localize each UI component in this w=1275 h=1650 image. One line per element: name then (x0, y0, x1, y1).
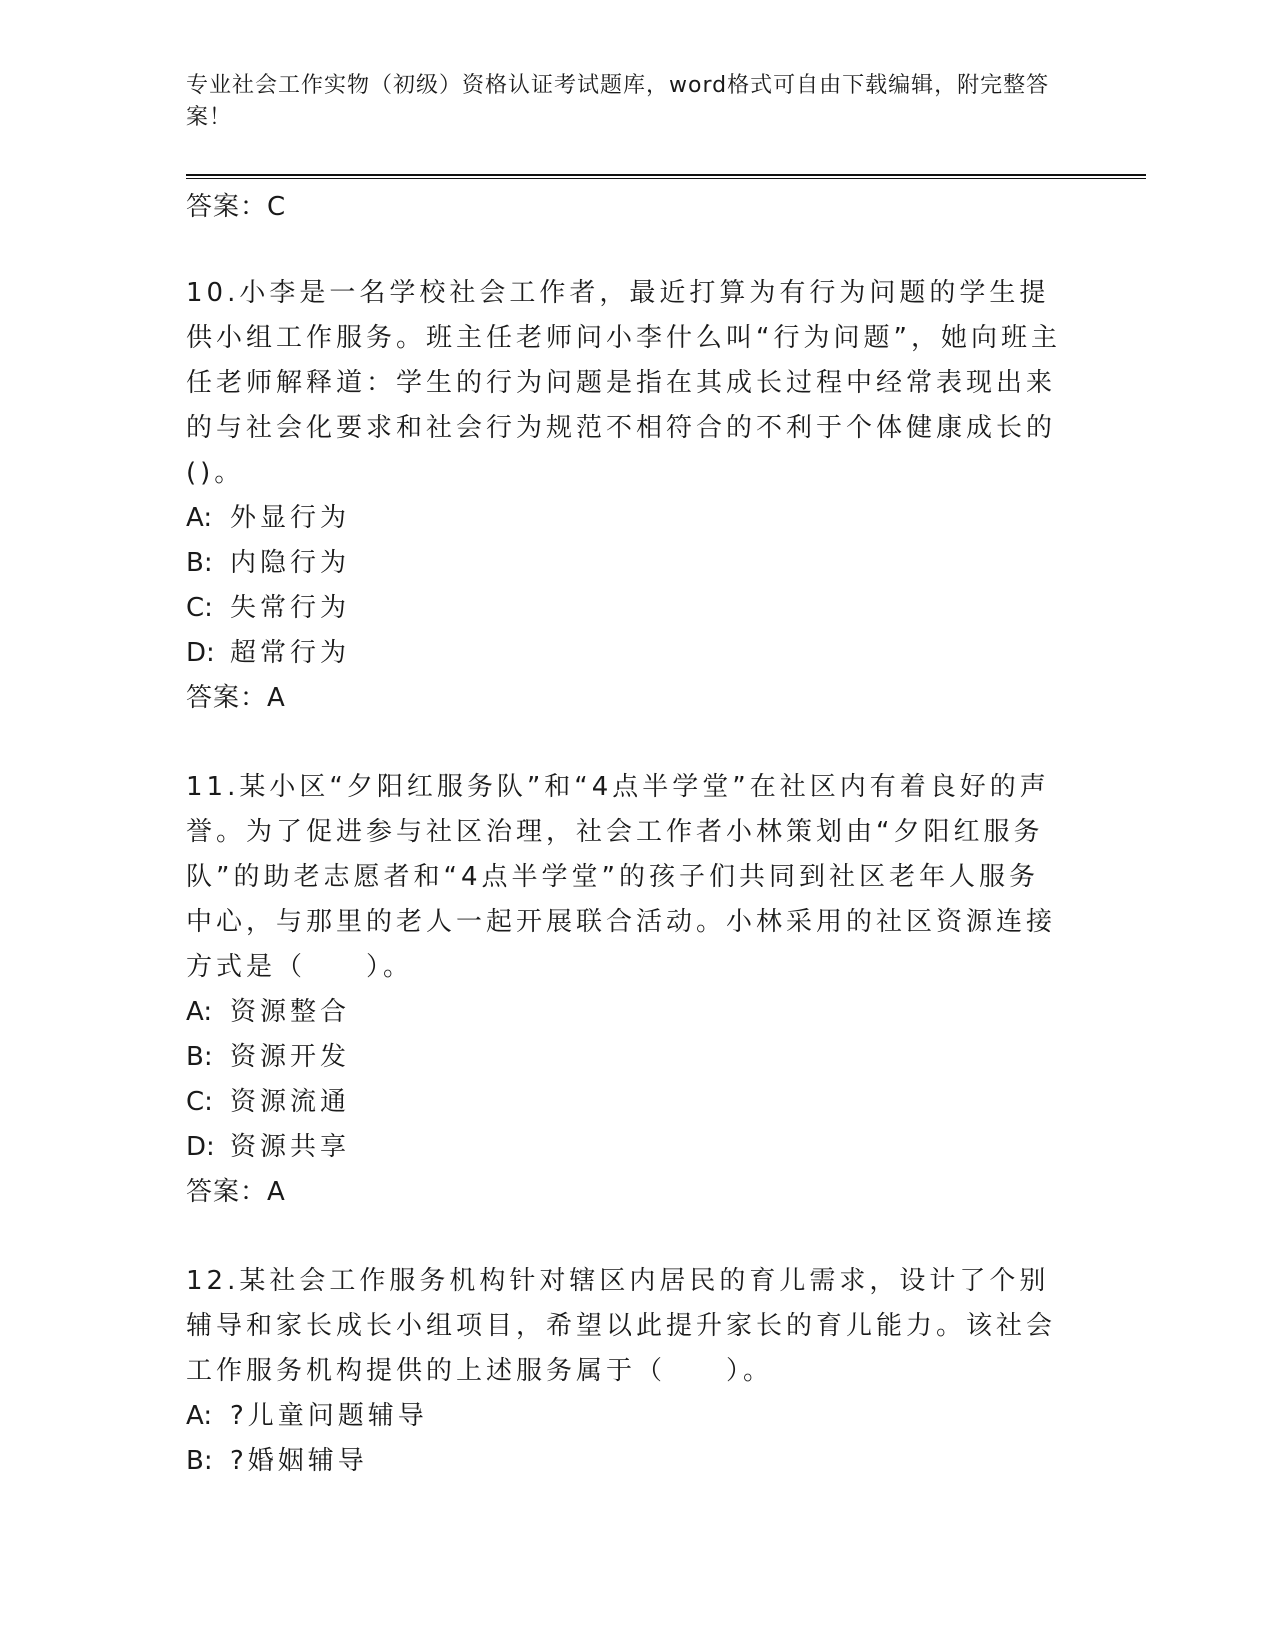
option-text: 超常行为 (230, 638, 351, 668)
option-letter: A: (186, 997, 213, 1027)
option-text: 内隐行为 (230, 548, 351, 578)
question-answer: 答案：A (186, 1177, 286, 1207)
question-answer: 答案：A (186, 683, 286, 713)
option-b (186, 541, 1146, 586)
option-letter: C: (186, 593, 213, 623)
option-letter: B: (186, 548, 213, 578)
option-text: 资源共享 (230, 1132, 351, 1162)
option-letter: B: (186, 1446, 213, 1476)
option-a (186, 496, 1146, 541)
option-letter: B: (186, 1042, 213, 1072)
option-text: 外显行为 (230, 503, 351, 533)
question-stem: 11.某小区“夕阳红服务队”和“4点半学堂”在社区内有着良好的声誉。为了促进参与社区治理，社会工作者小林策划由“夕阳红服务队”的助老志愿者和“4点半学堂”的孩子们共同到社区老年人服务中心，与那里的老人一起开展联合活动。小林采用的社区资源连接方式是（ ）。 (186, 772, 1057, 982)
option-d (186, 1125, 1146, 1170)
option-a (186, 990, 1146, 1035)
option-d (186, 631, 1146, 676)
page-header: 专业社会工作实物（初级）资格认证考试题库，word格式可自由下载编辑，附完整答案！ (186, 73, 1050, 130)
option-letter: A: (186, 1401, 213, 1431)
question-10 (186, 271, 1146, 721)
option-b (186, 1035, 1146, 1080)
option-letter: D: (186, 1132, 215, 1162)
option-letter: C: (186, 1087, 213, 1117)
question-stem: 12.某社会工作服务机构针对辖区内居民的育儿需求，设计了个别辅导和家长成长小组项目，希望以此提升家长的育儿能力。该社会工作服务机构提供的上述服务属于（ ）。 (186, 1266, 1057, 1386)
option-letter: D: (186, 638, 215, 668)
previous-answer: 答案：C (186, 192, 287, 222)
document-page (186, 70, 1146, 1484)
option-text: 失常行为 (230, 593, 351, 623)
header-divider (186, 174, 1146, 179)
option-text: ?儿童问题辅导 (230, 1401, 428, 1431)
option-a (186, 1394, 1146, 1439)
option-letter: A: (186, 503, 213, 533)
option-text: 资源整合 (230, 997, 351, 1027)
option-text: ?婚姻辅导 (230, 1446, 368, 1476)
option-c (186, 1080, 1146, 1125)
question-12 (186, 1259, 1146, 1484)
option-b (186, 1439, 1146, 1484)
question-11 (186, 765, 1146, 1215)
option-text: 资源流通 (230, 1087, 351, 1117)
question-stem: 10.小李是一名学校社会工作者，最近打算为有行为问题的学生提供小组工作服务。班主任老师问小李什么叫“行为问题”，她向班主任老师解释道：学生的行为问题是指在其成长过程中经常表现出来的与社会化要求和社会行为规范不相符合的不利于个体健康成长的()。 (186, 278, 1061, 488)
option-c (186, 586, 1146, 631)
option-text: 资源开发 (230, 1042, 351, 1072)
